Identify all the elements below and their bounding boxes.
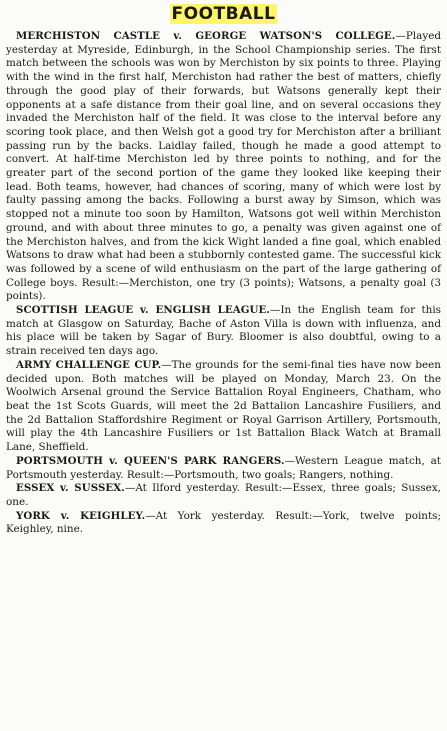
report-text: —At York yesterday. Result:—York, twelve points; Keighley, nine. (6, 509, 441, 536)
report-heading: PORTSMOUTH v. QUEEN'S PARK RANGERS. (16, 454, 285, 467)
report-essex-sussex (6, 482, 441, 509)
article-body (6, 30, 441, 537)
report-heading: ESSEX v. SUSSEX. (16, 482, 125, 495)
report-text: —Played yesterday at Myreside, Edinburgh, in the School Championship series. The first match between the schools was won by Merchiston by six points to three. Playing with the wind in the first half, Merchiston had rather the best of matters, chiefly through the good play of their forwards, but Watsons generally kept their opponents at a safe distance from their goal line, and on several occasions they invaded the Merchiston half of the field. It was close to the interval before any scoring took place, and then Welsh got a good try for Merchiston after a brilliant passing run by the backs. Laidlay failed, though he made a good attempt to convert. At half-time Merchiston led by three points to nothing, and for the greater part of the second portion of the game they looked like keeping their lead. Both teams, however, had chances of scoring, many of which were lost by faulty passing among the backs. Following a burst away by Simson, which was stopped not a minute too soon by Hamilton, Watsons got well within Merchiston ground, and with about three minutes to go, a penalty was given against one of the Merchiston halves, and from the kick Wight landed a fine goal, which enabled Watsons to draw what had been a stubbornly contested game. The successful kick was followed by a scene of wild enthusiasm on the part of the large gathering of College boys. Result:—Merchiston, one try (3 points); Watsons, a penalty goal (3 points). (6, 30, 441, 303)
report-portsmouth-qpr (6, 455, 441, 482)
report-text: —The grounds for the semi-final ties have now been decided upon. Both matches will be played on Monday, March 23. On the Woolwich Arsenal ground the Service Battalion Royal Engineers, Chatham, who beat the 1st Scots Guards, will meet the 2d Battalion Lancashire Fusiliers, and the 2d Battalion Staffordshire Regiment or Royal Garrison Artillery, Portsmouth, will play the 4th Lancashire Fusiliers or 1st Battalion Black Watch at Bramall Lane, Sheffield. (6, 358, 442, 454)
section-title: FOOTBALL (171, 4, 276, 24)
report-heading: ARMY CHALLENGE CUP. (16, 358, 162, 371)
masthead (0, 4, 447, 24)
report-york-keighley (6, 510, 441, 537)
report-text: —At Ilford yesterday. Result:—Essex, three goals; Sussex, one. (6, 482, 441, 508)
report-heading: MERCHISTON CASTLE v. GEORGE WATSON'S COLLEGE. (16, 30, 396, 42)
report-heading: YORK v. KEIGHLEY. (16, 509, 146, 522)
report-merchiston-watsons (6, 30, 441, 304)
report-army-challenge-cup (6, 359, 441, 455)
report-heading: SCOTTISH LEAGUE v. ENGLISH LEAGUE. (16, 304, 271, 317)
report-text: —Western League match, at Portsmouth yesterday. Result:—Portsmouth, two goals; Rangers, nothing. (6, 454, 441, 481)
report-text: —In the English team for this match at Glasgow on Saturday, Bache of Aston Villa is down with influenza, and his place will be taken by Sagar of Bury. Bloomer is also doubtful, owing to a strain received ten days ago. (6, 304, 441, 358)
report-scottish-english-league (6, 304, 441, 359)
